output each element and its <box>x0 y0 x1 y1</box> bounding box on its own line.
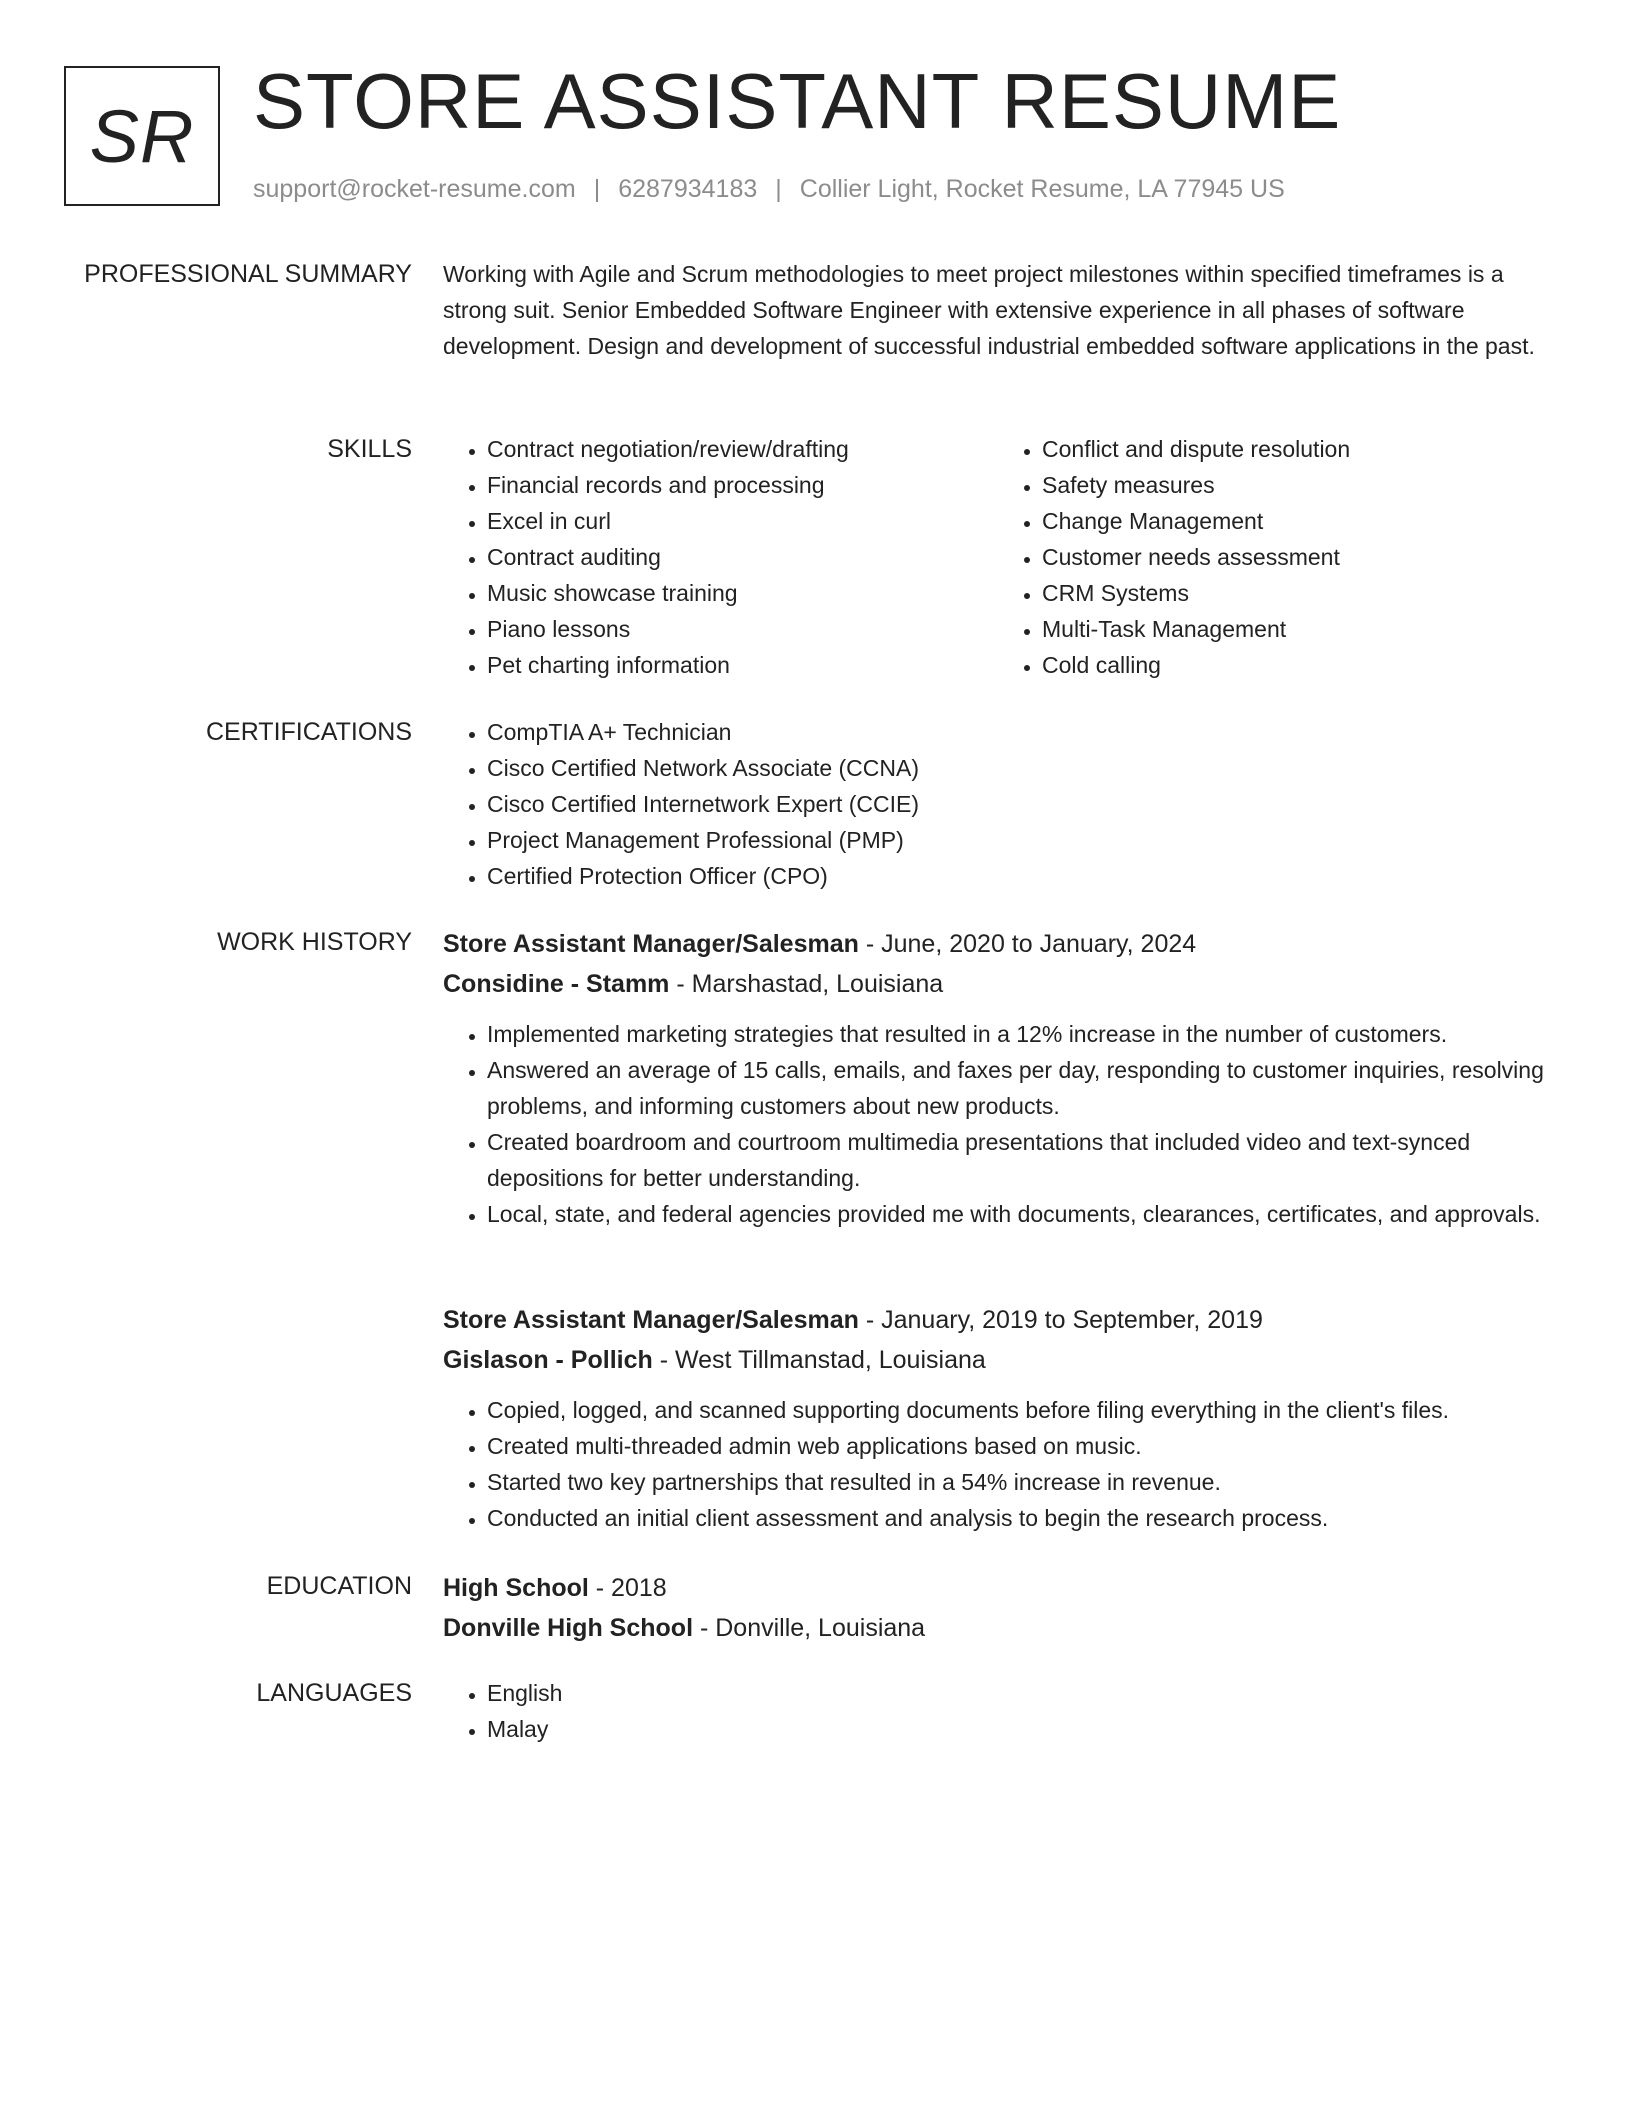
job-bullets <box>443 1392 1553 1536</box>
certification-item: • Project Management Professional (PMP) <box>487 822 1553 858</box>
summary-heading: PROFESSIONAL SUMMARY <box>84 260 412 288</box>
job-bullet: • Copied, logged, and scanned supporting documents before filing everything in the client's files. <box>487 1392 1553 1428</box>
skill-item: • Conflict and dispute resolution <box>1042 431 1553 467</box>
job-bullet: • Created multi-threaded admin web applications based on music. <box>487 1428 1553 1464</box>
skill-item: • Safety measures <box>1042 467 1553 503</box>
work-history-heading: WORK HISTORY <box>217 928 412 956</box>
contact-email: support@rocket-resume.com <box>253 175 576 203</box>
skills-list-left <box>443 431 998 683</box>
contact-separator: | <box>775 175 782 203</box>
job-bullet: • Local, state, and federal agencies provided me with documents, clearances, certificates, and approvals. <box>487 1196 1553 1232</box>
education-degree: High School <box>443 1574 589 1602</box>
skill-item: • Excel in curl <box>487 503 998 539</box>
skill-item: • CRM Systems <box>1042 575 1553 611</box>
skills-list-right <box>998 431 1553 683</box>
job-dates: - January, 2019 to September, 2019 <box>858 1306 1263 1334</box>
job-location: - Marshastad, Louisiana <box>669 970 944 998</box>
job-title-line <box>443 924 1553 964</box>
contact-separator: | <box>593 175 601 203</box>
skill-item: • Customer needs assessment <box>1042 539 1553 575</box>
education-school-line <box>443 1608 1553 1648</box>
job-bullet: • Answered an average of 15 calls, emails, and faxes per day, responding to customer inquiries, resolving problems, and informing customers about new products. <box>487 1052 1553 1124</box>
skill-item: • Cold calling <box>1042 647 1553 683</box>
certifications-heading: CERTIFICATIONS <box>205 718 412 746</box>
education-school: Donville High School <box>443 1614 694 1642</box>
job-company: Considine - Stamm <box>443 970 670 998</box>
languages-heading: LANGUAGES <box>256 1679 412 1707</box>
skill-item: • Contract negotiation/review/drafting <box>487 431 998 467</box>
education-degree-line <box>443 1568 1553 1608</box>
monogram: SR <box>64 66 220 206</box>
skills-heading: SKILLS <box>327 435 412 463</box>
skill-item: • Pet charting information <box>487 647 998 683</box>
certification-item: • Cisco Certified Internetwork Expert (CCIE) <box>487 786 1553 822</box>
skill-item: • Music showcase training <box>487 575 998 611</box>
job-bullet: • Conducted an initial client assessment and analysis to begin the research process. <box>487 1500 1553 1536</box>
resume-title: STORE ASSISTANT RESUME <box>253 57 1342 145</box>
job-bullet: • Implemented marketing strategies that resulted in a 12% increase in the number of customers. <box>487 1016 1553 1052</box>
language-item: • English <box>487 1675 1553 1711</box>
job-dates: - June, 2020 to January, 2024 <box>858 930 1197 958</box>
summary-text: Working with Agile and Scrum methodologies to meet project milestones within specified timeframes is a strong suit. Senior Embedded Software Engineer with extensive experience in all phases of software development. Design and development of successful industrial embedded software applications in the past. <box>443 261 1535 359</box>
job-entry <box>443 924 1553 1232</box>
job-bullet: • Created boardroom and courtroom multimedia presentations that included video and text-synced depositions for better understanding. <box>487 1124 1553 1196</box>
certification-item: • Cisco Certified Network Associate (CCNA) <box>487 750 1553 786</box>
job-company-line <box>443 1340 1553 1380</box>
education-heading: EDUCATION <box>266 1572 412 1600</box>
education-year: - 2018 <box>588 1574 667 1602</box>
job-title: Store Assistant Manager/Salesman <box>443 930 859 958</box>
certification-item: • CompTIA A+ Technician <box>487 714 1553 750</box>
job-bullet: • Started two key partnerships that resulted in a 54% increase in revenue. <box>487 1464 1553 1500</box>
job-entry <box>443 1300 1553 1536</box>
skill-item: • Change Management <box>1042 503 1553 539</box>
job-location: - West Tillmanstad, Louisiana <box>652 1346 986 1374</box>
skill-item: • Multi-Task Management <box>1042 611 1553 647</box>
skill-item: • Financial records and processing <box>487 467 998 503</box>
language-item: • Malay <box>487 1711 1553 1747</box>
job-bullets <box>443 1016 1553 1232</box>
certification-item: • Certified Protection Officer (CPO) <box>487 858 1553 894</box>
skill-item: • Contract auditing <box>487 539 998 575</box>
contact-address: Collier Light, Rocket Resume, LA 77945 US <box>799 175 1285 203</box>
job-title-line <box>443 1300 1553 1340</box>
job-company-line <box>443 964 1553 1004</box>
contact-line <box>253 172 1285 206</box>
education-location: - Donville, Louisiana <box>693 1614 926 1642</box>
contact-phone: 6287934183 <box>618 175 758 203</box>
languages-list <box>443 1675 1553 1747</box>
skill-item: • Piano lessons <box>487 611 998 647</box>
job-title: Store Assistant Manager/Salesman <box>443 1306 859 1334</box>
job-company: Gislason - Pollich <box>443 1346 653 1374</box>
certifications-list <box>443 714 1553 894</box>
